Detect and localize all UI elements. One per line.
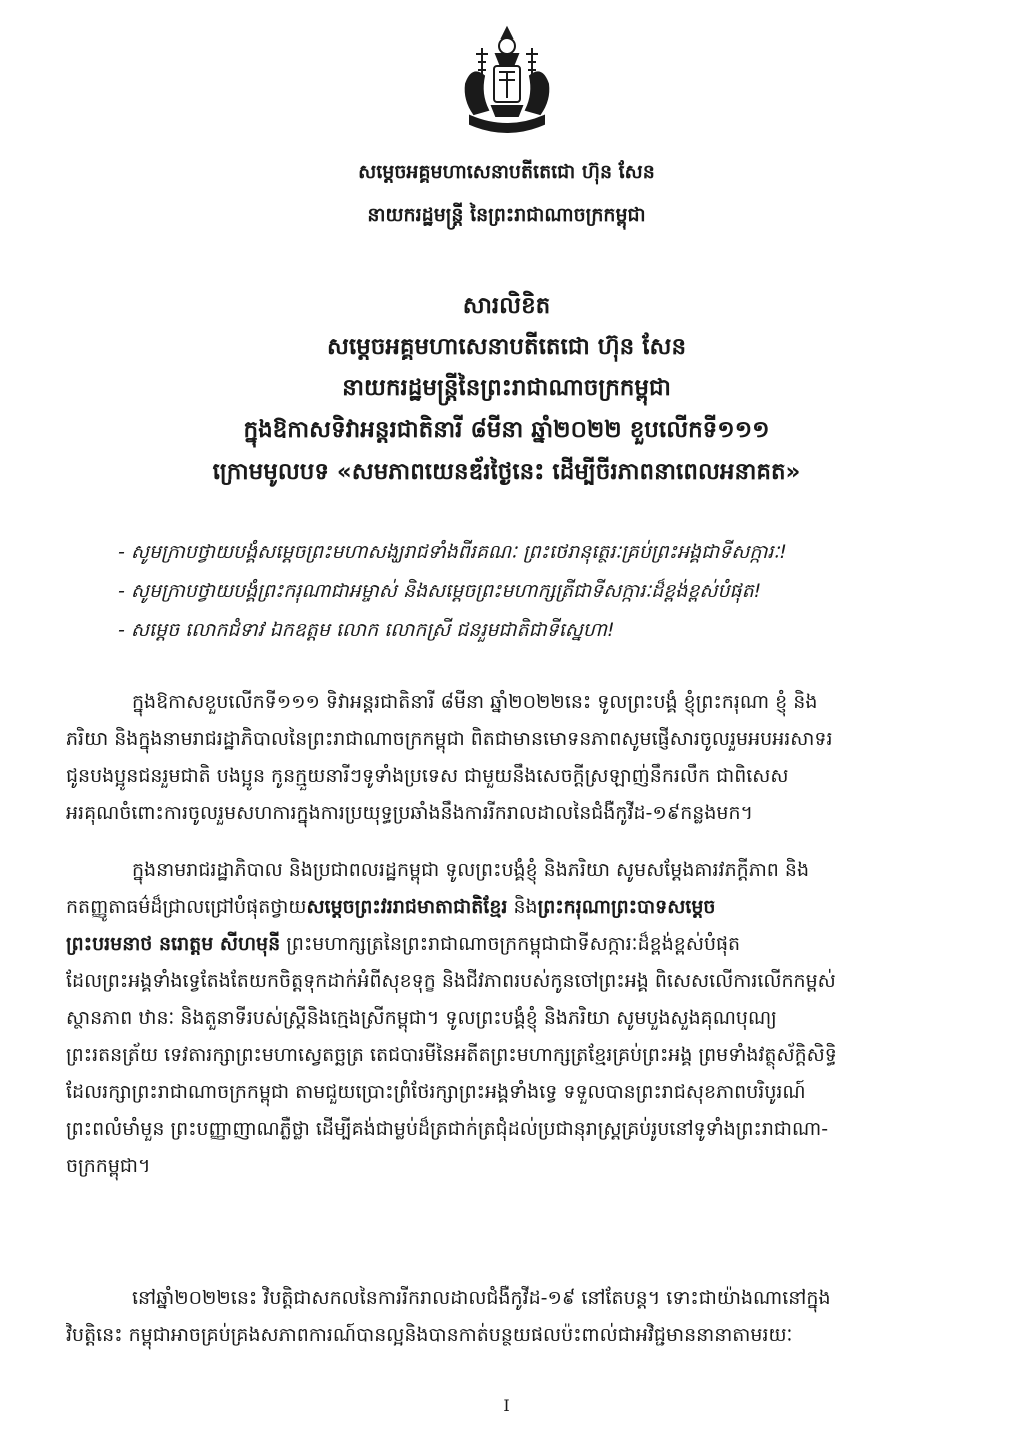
- paragraph-line: វិបត្តិនេះ កម្ពុជាអាចគ្រប់គ្រងសភាពការណ៍បានល្អនិងបានកាត់បន្ថយផលប៉ះពាល់ជាអវិជ្ជមាននានាតាមរយៈ: [66, 1324, 793, 1346]
- paragraph-line: ក្នុងឱកាសខួបលើកទី១១១ ទិវាអន្តរជាតិនារី ៨មីនា ឆ្នាំ២០២២នេះ ទូលព្រះបង្គំ ខ្ញុំព្រះករុណា ខ្ញុំ និង: [132, 691, 818, 713]
- paragraph-text: កតញ្ញូតាធម៌ដ៏ជ្រាលជ្រៅបំផុតថ្វាយ: [66, 896, 307, 918]
- paragraph-line: [66, 889, 946, 926]
- paragraph-text: និង: [507, 896, 538, 918]
- queen-mother-name: សម្តេចព្រះវររាជមាតាជាតិខ្មែរ: [306, 896, 508, 918]
- paragraph-line: ព្រះពលំមាំមួន ព្រះបញ្ញាញាណភ្លឺថ្លា ដើម្បីគង់ជាម្លប់ដ៏ត្រជាក់ត្រជុំដល់ប្រជានុរាស្ត្រគ្រប់រូបនៅទូទាំងព្រះរាជាណា-: [66, 1118, 829, 1140]
- title-occasion: ក្នុងឱកាសទិវាអន្តរជាតិនារី ៨មីនា ឆ្នាំ២០២២ ខួបលើកទី១១១: [243, 417, 770, 443]
- paragraph-line: ជូនបងប្អូនជនរួមជាតិ បងប្អូន កូនក្មួយនារីៗទូទាំងប្រទេស ជាមួយនឹងសេចក្តីស្រឡាញ់នឹករលឹក ជាពិសេស: [66, 765, 789, 787]
- paragraph-3: [66, 1280, 946, 1354]
- paragraph-line: ចក្រកម្ពុជា។: [66, 1155, 151, 1177]
- paragraph-line: នៅឆ្នាំ២០២២នេះ វិបត្តិជាសកលនៃការរីករាលដាលជំងឺកូវីដ-១៩ នៅតែបន្ត។ ទោះជាយ៉ាងណានៅក្នុង: [132, 1287, 831, 1309]
- title-author: សម្តេចអគ្គមហាសេនាបតីតេជោ ហ៊ុន សែន: [326, 334, 687, 360]
- paragraph-line: ដែលរក្សាព្រះរាជាណាចក្រកម្ពុជា តាមជួយប្រោះព្រំថែរក្សាព្រះអង្គទាំងទ្វេ ទទួលបានព្រះរាជសុខភាពបរិបូរណ៍: [66, 1081, 806, 1103]
- paragraph-1: [66, 684, 946, 832]
- paragraph-line: ព្រះរតនត្រ័យ ទេវតារក្សាព្រះមហាស្វេតច្ឆត្រ តេជបារមីនៃអតីតព្រះមហាក្សត្រខ្មែរគ្រប់ព្រះអង្គ ព្រមទាំងវត្ថុស័ក្តិសិទ្ធិ: [66, 1044, 837, 1066]
- paragraph-line: ភរិយា និងក្នុងនាមរាជរដ្ឋាភិបាលនៃព្រះរាជាណាចក្រកម្ពុជា ពិតជាមានមោទនភាពសូមផ្ញើសារចូលរួមអបអរសាទរ: [66, 728, 833, 750]
- title-position: នាយករដ្ឋមន្ត្រីនៃព្រះរាជាណាចក្រកម្ពុជា: [342, 375, 671, 401]
- document-title: សារលិខិត: [462, 293, 551, 319]
- salutation-line: - សម្តេច លោកជំទាវ ឯកឧត្តម លោក លោកស្រី ជនរួមជាតិជាទីស្នេហា!: [118, 619, 615, 641]
- king-name: ព្រះបរមនាថ នរោត្តម សីហមុនី: [66, 933, 281, 955]
- king-title: ព្រះករុណាព្រះបាទសម្តេច: [537, 896, 716, 918]
- page-number: I: [503, 1396, 510, 1415]
- salutation-line: - សូមក្រាបថ្វាយបង្គំព្រះករុណាជាអម្ចាស់ និងសម្តេចព្រះមហាក្សត្រីជាទីសក្ការៈដ៏ខ្ពង់ខ្ពស់បំផុត!: [118, 580, 762, 602]
- title-theme: ក្រោមមូលបទ «សមភាពយេនឌ័រថ្ងៃនេះ ដើម្បីចីរភាពនាពេលអនាគត»: [212, 459, 801, 485]
- salutation-line: - សូមក្រាបថ្វាយបង្គំសម្តេចព្រះមហាសង្ឃរាជទាំងពីរគណៈ ព្រះថេរានុត្ថេរៈគ្រប់ព្រះអង្គជាទីសក្ការៈ!: [118, 541, 787, 563]
- paragraph-line: ស្ថានភាព ឋានៈ និងតួនាទីរបស់ស្ត្រីនិងក្មេងស្រីកម្ពុជា។ ទូលព្រះបង្គំខ្ញុំ និងភរិយា សូមបួងសួងគុណបុណ្យ: [66, 1007, 777, 1029]
- letterhead-title: នាយករដ្ឋមន្ត្រី នៃព្រះរាជាណាចក្រកម្ពុជា: [367, 204, 646, 226]
- paragraph-line: ដែលព្រះអង្គទាំងទ្វេតែងតែយកចិត្តទុកដាក់អំពីសុខទុក្ខ និងជីវភាពរបស់កូនចៅព្រះអង្គ ពិសេសលើការលើកកម្ពស់: [66, 970, 836, 992]
- letterhead-name: សម្តេចអគ្គមហាសេនាបតីតេជោ ហ៊ុន សែន: [358, 161, 655, 183]
- paragraph-text: ព្រះមហាក្សត្រនៃព្រះរាជាណាចក្រកម្ពុជាជាទីសក្ការៈដ៏ខ្ពង់ខ្ពស់បំផុត: [280, 933, 741, 955]
- paragraph-line: [66, 926, 946, 963]
- cambodia-royal-coat-of-arms-icon: [452, 24, 562, 144]
- paragraph-line: ក្នុងនាមរាជរដ្ឋាភិបាល និងប្រជាពលរដ្ឋកម្ពុជា ទូលព្រះបង្គំខ្ញុំ និងភរិយា សូមសម្តែងគារវភក្តីភាព និង: [132, 859, 810, 881]
- paragraph-line: អរគុណចំពោះការចូលរួមសហការក្នុងការប្រយុទ្ធប្រឆាំងនឹងការរីករាលដាលនៃជំងឺកូវីដ-១៩កន្លងមក។: [66, 802, 754, 824]
- paragraph-2: [66, 852, 946, 1185]
